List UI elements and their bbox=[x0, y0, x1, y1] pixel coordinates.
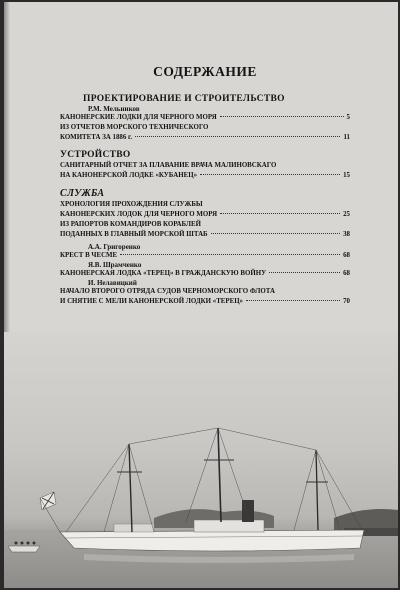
fore-mast bbox=[129, 444, 132, 532]
entry-title-cont: И СНЯТИЕ С МЕЛИ КАНОНЕРСКОЙ ЛОДКИ «ТЕРЕЦ» bbox=[60, 298, 243, 305]
page-number: 25 bbox=[343, 211, 350, 218]
entry-title: ИЗ ОТЧЕТОВ МОРСКОГО ТЕХНИЧЕСКОГО bbox=[60, 124, 209, 131]
entry-title-cont: ПОДАННЫХ В ГЛАВНЫЙ МОРСКОЙ ШТАБ bbox=[60, 231, 208, 238]
article-author: Я.В. Шрамченко bbox=[88, 261, 142, 269]
main-mast bbox=[218, 428, 221, 522]
page-number: 15 bbox=[343, 172, 350, 179]
table-of-contents bbox=[60, 64, 350, 307]
toc-entry[interactable] bbox=[60, 161, 350, 181]
toc-entry[interactable] bbox=[60, 113, 350, 123]
gunboat-illustration bbox=[4, 332, 398, 588]
page-number: 68 bbox=[343, 270, 350, 277]
dot-leader bbox=[246, 300, 340, 301]
page-number: 5 bbox=[346, 114, 350, 121]
toc-entry[interactable] bbox=[60, 200, 350, 220]
entry-title-cont: НА КАНОНЕРСКОЙ ЛОДКЕ «КУБАНЕЦ» bbox=[60, 172, 198, 179]
book-page bbox=[4, 2, 398, 588]
small-boat bbox=[8, 546, 40, 552]
page-number: 70 bbox=[343, 298, 350, 305]
dot-leader bbox=[200, 174, 340, 175]
section-heading-service: СЛУЖБА bbox=[60, 188, 105, 199]
page-number: 11 bbox=[343, 134, 350, 141]
entry-title: КРЕСТ В ЧЕСМЕ bbox=[60, 252, 118, 259]
dot-leader bbox=[120, 254, 340, 255]
entry-title: ХРОНОЛОГИЯ ПРОХОЖДЕНИЯ СЛУЖБЫ bbox=[60, 201, 203, 208]
entry-title: НАЧАЛО ВТОРОГО ОТРЯДА СУДОВ ЧЕРНОМОРСКОГО ФЛОТА bbox=[60, 288, 275, 295]
dot-leader bbox=[269, 272, 340, 273]
entry-title: САНИТАРНЫЙ ОТЧЕТ ЗА ПЛАВАНИЕ ВРАЧА МАЛИНОВСКАГО bbox=[60, 162, 277, 169]
deckhouse bbox=[114, 524, 154, 532]
dot-leader bbox=[220, 116, 344, 117]
toc-entry[interactable] bbox=[60, 220, 350, 240]
toc-entry[interactable] bbox=[60, 269, 350, 279]
entry-title: КАНОНЕРСКАЯ ЛОДКА «ТЕРЕЦ» В ГРАЖДАНСКУЮ ВОЙНУ bbox=[60, 270, 267, 277]
section-author: Р.М. Мельников bbox=[88, 105, 140, 113]
entry-title-cont: КОМИТЕТА ЗА 1886 г. bbox=[60, 134, 133, 141]
dot-leader bbox=[211, 233, 341, 234]
section-heading-structure: УСТРОЙСТВО bbox=[60, 150, 131, 160]
page-number: 38 bbox=[343, 231, 350, 238]
toc-entry[interactable] bbox=[60, 287, 350, 307]
article-author: И. Нелавицкий bbox=[88, 279, 137, 287]
entry-title: КАНОНЕРСКИЕ ЛОДКИ ДЛЯ ЧЕРНОГО МОРЯ bbox=[60, 114, 217, 121]
mizzen-mast bbox=[316, 450, 318, 530]
article-author: А.А. Григоренко bbox=[88, 243, 141, 251]
entry-title: ИЗ РАПОРТОВ КОМАНДИРОВ КОРАБЛЕЙ bbox=[60, 221, 201, 228]
toc-entry[interactable] bbox=[60, 251, 350, 261]
ship-hull bbox=[60, 530, 364, 551]
dot-leader bbox=[135, 136, 340, 137]
gunboat-photograph bbox=[4, 332, 398, 588]
page-number: 68 bbox=[343, 252, 350, 259]
section-heading-design: ПРОЕКТИРОВАНИЕ И СТРОИТЕЛЬСТВО bbox=[83, 94, 285, 104]
toc-entry[interactable] bbox=[60, 123, 350, 143]
entry-title-cont: КАНОНЕРСКИХ ЛОДОК ДЛЯ ЧЕРНОГО МОРЯ bbox=[60, 211, 218, 218]
dot-leader bbox=[220, 213, 340, 214]
toc-title: СОДЕРЖАНИЕ bbox=[153, 64, 257, 79]
